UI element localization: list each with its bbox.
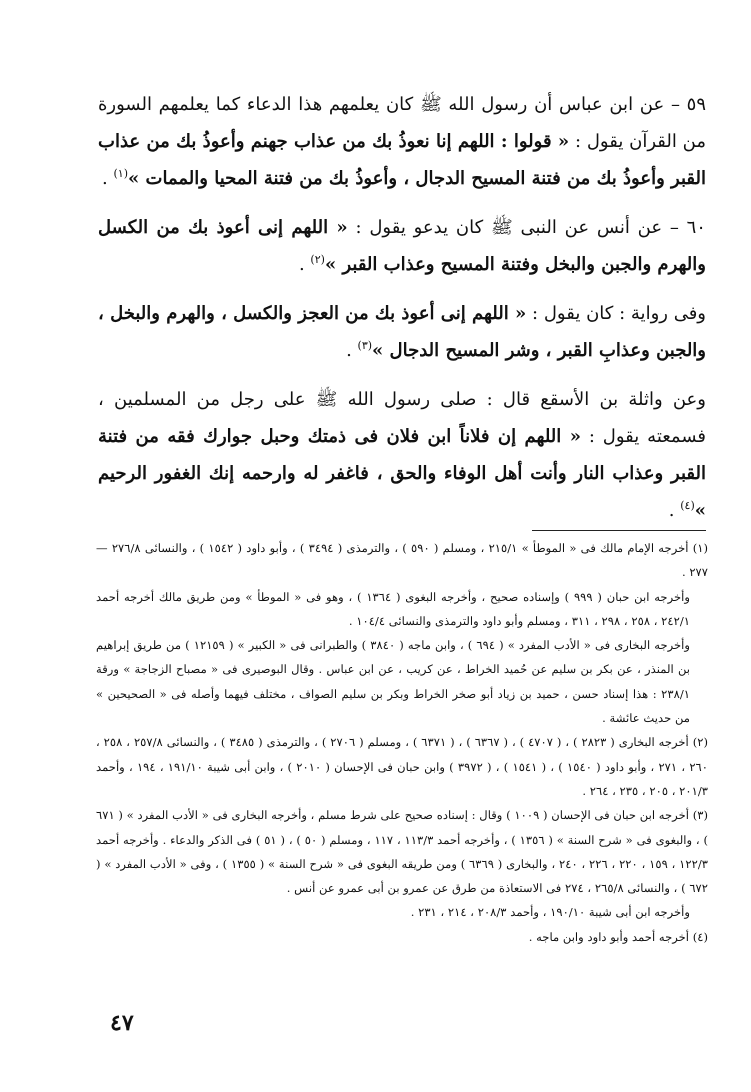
- wathila-end: .: [668, 500, 681, 521]
- footnote: وأخرجه ابن أبى شيبة ١٩٠/١٠ ، وأحمد ٢٠٨/٣ ، ٢١٤ ، ٢٣١ .: [410, 905, 690, 920]
- hadith-59-intro: ٥٩ – عن ابن عباس أن رسول الله ﷺ كان يعلمهم هذا الدعاء كما يعلمهم السورة من القرآن يقول :: [98, 94, 707, 152]
- footnote: (٤) أخرجه أحمد وأبو داود وابن ماجه .: [528, 929, 708, 944]
- footnote: (٢) أخرجه البخارى ( ٢٨٢٣ ) ، ( ٤٧٠٧ ) ، ( ٦٣٦٧ ) ، ( ٦٣٧١ ) ، ومسلم ( ٢٧٠٦ ) ، والترمذى ( ٣٤٨٥ ) ، والنسائى ٢٥٧/٨ ، ٢٥٨ ، ٢٦٠ ، ٢٧١ ، وأبو داود ( ١٥٤٠ ) ، ( ١٥٤١ ) ، ( ٣٩٧٢ ) وابن حبان فى الإحسان ( ٢٠١٠ ) ، وابن أبى شيبة ١٩١/١٠ ، ١٩٤ ، وأحمد ٢٠١/٣ ، ٢٠٥ ، ٢٣٥ ، ٢٦٤ .: [96, 735, 708, 798]
- footnotes: [96, 536, 708, 949]
- hadith-60-end: .: [298, 254, 311, 275]
- hadith-60-dua: « اللهم إنى أعوذ بك من الكسل والهرم والجبن والبخل وفتنة المسيح وعذاب القبر »: [98, 217, 706, 275]
- wathila-dua: « اللهم إن فلاناً ابن فلان فى ذمتك وحبل جوارك فقه من فتنة القبر وعذاب النار وأنت أهل الوفاء والحق ، فاغفر له وارحمه إنك الغفور الرحيم »: [98, 426, 706, 521]
- footnote-ref-3[interactable]: (٣): [357, 339, 373, 352]
- footnote-divider: [532, 530, 706, 531]
- hadith-59-dua: « قولوا : اللهم إنا نعوذُ بك من عذاب جهنم وأعوذُ بك من عذاب القبر وأعوذُ بك من فتنة المسيح الدجال ، وأعوذُ بك من فتنة المحيا والممات »: [98, 131, 706, 189]
- footnote: (١) أخرجه الإمام مالك فى « الموطأ » ٢١٥/١ ، ومسلم ( ٥٩٠ ) ، والترمذى ( ٣٤٩٤ ) ، وأبو داود ( ١٥٤٢ ) ، والنسائى ٢٧٦/٨ — ٢٧٧ .: [96, 541, 708, 580]
- footnote-ref-1[interactable]: (١): [113, 167, 128, 180]
- wathila-hadith: [98, 381, 706, 529]
- riwaya-dua: « اللهم إنى أعوذ بك من العجز والكسل ، والهرم والبخل ، والجبن وعذابِ القبر ، وشر المسيح الدجال »: [98, 303, 706, 361]
- page-number: ٤٧: [110, 1010, 134, 1036]
- riwaya-intro: وفى رواية : كان يقول :: [526, 303, 706, 324]
- footnote-ref-2[interactable]: (٢): [310, 253, 325, 266]
- footnote: (٣) أخرجه ابن حبان فى الإحسان ( ١٠٠٩ ) وقال : إسناده صحيح على شرط مسلم ، وأخرجه البخارى فى « الأدب المفرد » ( ٦٧١ ) ، والبغوى فى « شرح السنة » ( ١٣٥٦ ) ، وأخرجه أحمد ١١٣/٣ ، ١١٧ ، ومسلم ( ٥٠ ) ، ( ٥١ ) فى الذكر والدعاء . وأخرجه أحمد ١٢٢/٣ ، ١٥٩ ، ٢٢٠ ، ٢٢٦ ، ٢٤٠ ، والبخارى ( ٦٣٦٩ ) ومن طريقه البغوى فى « شرح السنة » ( ١٣٥٥ ) ، وفى « الأدب المفرد » ( ٦٧٢ ) ، والنسائى ٢٦٥/٨ ، ٢٧٤ فى الاستعاذة من طرق عن عمرو بن أبى عمرو عن أنس .: [96, 808, 709, 896]
- hadith-59-end: .: [102, 168, 114, 189]
- hadith-60: [98, 209, 706, 283]
- footnote: وأخرجه ابن حبان ( ٩٩٩ ) وإسناده صحيح ، وأخرجه البغوى ( ١٣٦٤ ) ، وهو فى « الموطأ » ومن طريق مالك أخرجه أحمد ٢٤٢/١ ، ٢٥٨ ، ٢٩٨ ، ٣١١ ، ومسلم وأبو داود والترمذى والنسائى ١٠٤/٤ .: [96, 589, 690, 628]
- wathila-intro: وعن واثلة بن الأسقع قال : صلى رسول الله ﷺ على رجل من المسلمين ، فسمعته يقول :: [98, 389, 707, 447]
- hadith-60-intro: ٦٠ – عن أنس عن النبى ﷺ كان يدعو يقول :: [347, 217, 706, 238]
- footnote-ref-4[interactable]: (٤): [680, 499, 695, 512]
- main-text: [98, 86, 706, 541]
- riwaya-end: .: [346, 340, 358, 361]
- riwaya: [98, 295, 706, 369]
- hadith-59: [98, 86, 706, 197]
- footnote: وأخرجه البخارى فى « الأدب المفرد » ( ٦٩٤ ) ، وابن ماجه ( ٣٨٤٠ ) والطبرانى فى « الكبير » ( ١٢١٥٩ ) من طريق إبراهيم بن المنذر ، عن بكر بن سليم عن حُميد الخراط ، عن كريب ، عن ابن عباس . وقال البوصيرى فى « مصباح الزجاجة » ورقة ٢٣٨/١ : هذا إسناد حسن ، حميد بن زياد أبو صخر الخراط وبكر بن سليم الصواف ، مختلف فيهما وأصله فى « الصحيحين » من حديث عائشة .: [96, 638, 690, 726]
